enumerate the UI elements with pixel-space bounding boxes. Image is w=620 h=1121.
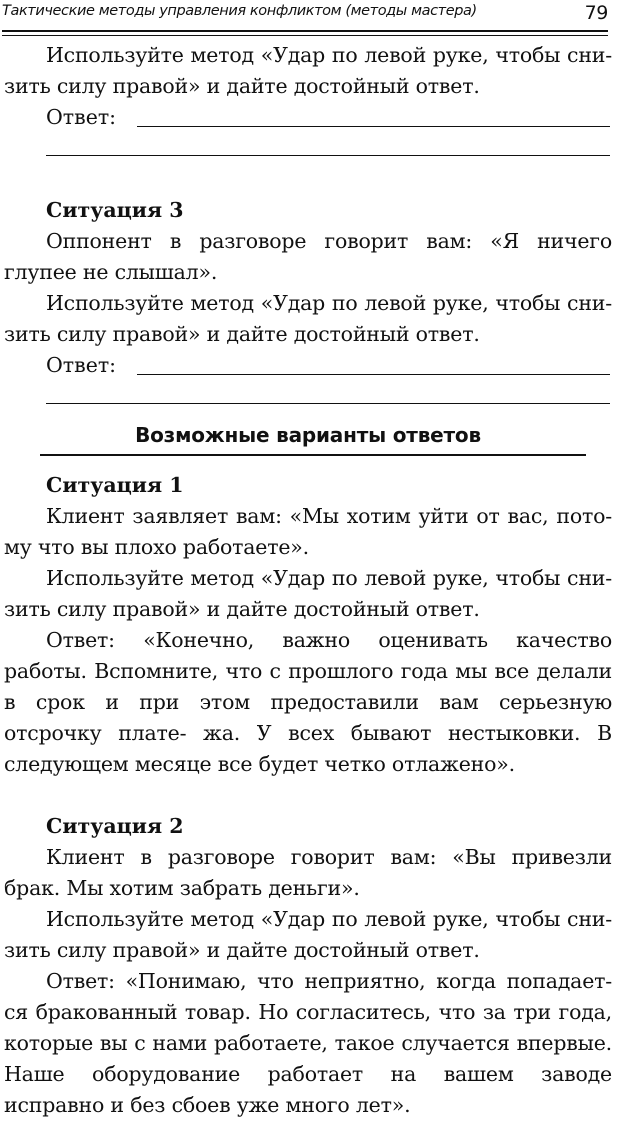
answer-1-text: Клиент заявляет вам: «Мы хотим уйти от вас, пото- му что вы плохо работаете». xyxy=(4,504,612,559)
situation-3-text: Оппонент в разговоре говорит вам: «Я ничего глупее не слышал». xyxy=(4,229,612,284)
situation-3-heading: Ситуация 3 xyxy=(46,198,184,222)
top-answer-field[interactable] xyxy=(4,102,612,133)
situation-3-answer-field[interactable] xyxy=(4,350,612,381)
answer-label: Ответ: xyxy=(46,105,117,129)
page-number: 79 xyxy=(584,2,608,24)
header-rule xyxy=(2,30,608,32)
answer-2-heading: Ситуация 2 xyxy=(46,814,184,838)
running-header xyxy=(2,0,614,24)
answer-1-instruction: Используйте метод «Удар по левой руке, чтобы сни- зить силу правой» и дайте достойный ответ. xyxy=(4,566,612,621)
answer-1-heading: Ситуация 1 xyxy=(46,473,184,497)
answer-1-response: Ответ: «Конечно, важно оценивать качество работы. Вспомните, что с прошлого года мы все делали в срок и при этом предоставили вам серьезную отсрочку плате- жа. У всех бывают нестыковки. В следующем месяце все будет четко отлажено». xyxy=(4,628,612,776)
answer-line-2[interactable] xyxy=(4,381,612,412)
header-rule-thin xyxy=(2,35,608,36)
answer-2-text: Клиент в разговоре говорит вам: «Вы привезли брак. Мы хотим забрать деньги». xyxy=(4,845,612,900)
situation-3-instruction: Используйте метод «Удар по левой руке, чтобы сни- зить силу правой» и дайте достойный ответ. xyxy=(4,291,612,346)
answer-2-response: Ответ: «Понимаю, что неприятно, когда попадает- ся бракованный товар. Но согласитесь, что за три года, которые вы с нами работаете, такое случается впервые. Наше оборудование работает на вашем заводе исправно и без сбоев уже много лет». xyxy=(4,969,612,1117)
answer-2-instruction: Используйте метод «Удар по левой руке, чтобы сни- зить силу правой» и дайте достойный ответ. xyxy=(4,907,612,962)
section-title: Возможные варианты ответов xyxy=(135,423,481,447)
answer-line xyxy=(137,126,610,127)
page-content xyxy=(4,40,612,1121)
answer-line xyxy=(137,374,610,375)
header-title: Тактические методы управления конфликтом (методы мастера) xyxy=(2,3,477,19)
answer-label: Ответ: xyxy=(46,353,117,377)
top-instruction: Используйте метод «Удар по левой руке, чтобы сни- зить силу правой» и дайте достойный ответ. xyxy=(4,43,612,98)
answer-line-2[interactable] xyxy=(4,133,612,164)
